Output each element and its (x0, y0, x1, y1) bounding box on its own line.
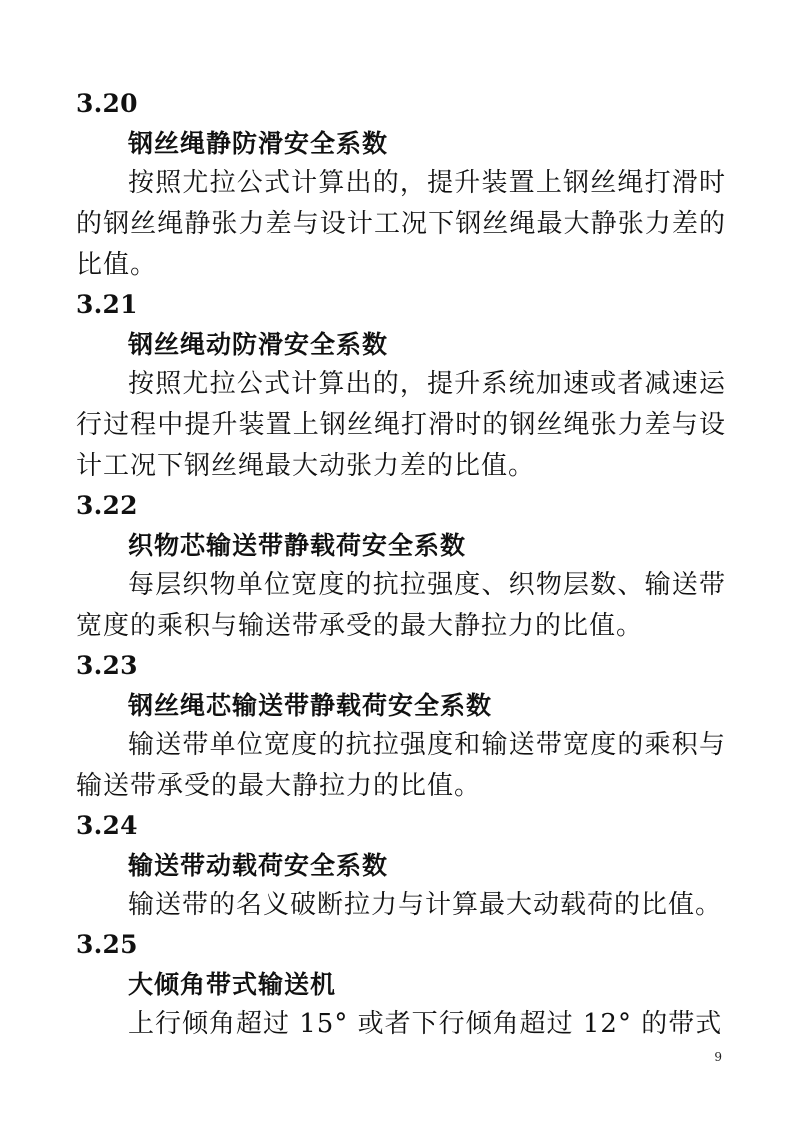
section-3-22 (76, 487, 726, 647)
section-title: 大倾角带式输送机 (128, 970, 337, 999)
section-number: 3.25 (76, 930, 138, 959)
section-3-25 (76, 926, 726, 1045)
section-title: 织物芯输送带静载荷安全系数 (128, 531, 467, 560)
section-title: 钢丝绳静防滑安全系数 (128, 129, 389, 158)
section-body: 按照尤拉公式计算出的，提升系统加速或者减速运行过程中提升装置上钢丝绳打滑时的钢丝绳张力差与设计工况下钢丝绳最大动张力差的比值。 (76, 369, 726, 481)
section-body: 输送带单位宽度的抗拉强度和输送带宽度的乘积与输送带承受的最大静拉力的比值。 (76, 730, 726, 801)
section-number: 3.24 (76, 811, 138, 840)
section-3-20 (76, 85, 726, 286)
section-body: 按照尤拉公式计算出的，提升装置上钢丝绳打滑时的钢丝绳静张力差与设计工况下钢丝绳最大静张力差的比值。 (76, 168, 726, 280)
section-title: 钢丝绳芯输送带静载荷安全系数 (128, 691, 493, 720)
document-content (76, 85, 726, 1045)
section-title: 输送带动载荷安全系数 (128, 851, 389, 880)
page-number: 9 (714, 1050, 722, 1064)
section-number: 3.21 (76, 290, 138, 319)
section-body: 上行倾角超过 15° 或者下行倾角超过 12° 的带式 (128, 1009, 723, 1039)
section-3-21 (76, 286, 726, 487)
section-3-24 (76, 807, 726, 926)
section-body: 每层织物单位宽度的抗拉强度、织物层数、输送带宽度的乘积与输送带承受的最大静拉力的比值。 (76, 570, 726, 641)
section-body: 输送带的名义破断拉力与计算最大动载荷的比值。 (128, 890, 723, 920)
section-number: 3.23 (76, 651, 138, 680)
section-number: 3.20 (76, 89, 138, 118)
section-title: 钢丝绳动防滑安全系数 (128, 330, 389, 359)
section-3-23 (76, 647, 726, 807)
section-number: 3.22 (76, 491, 138, 520)
